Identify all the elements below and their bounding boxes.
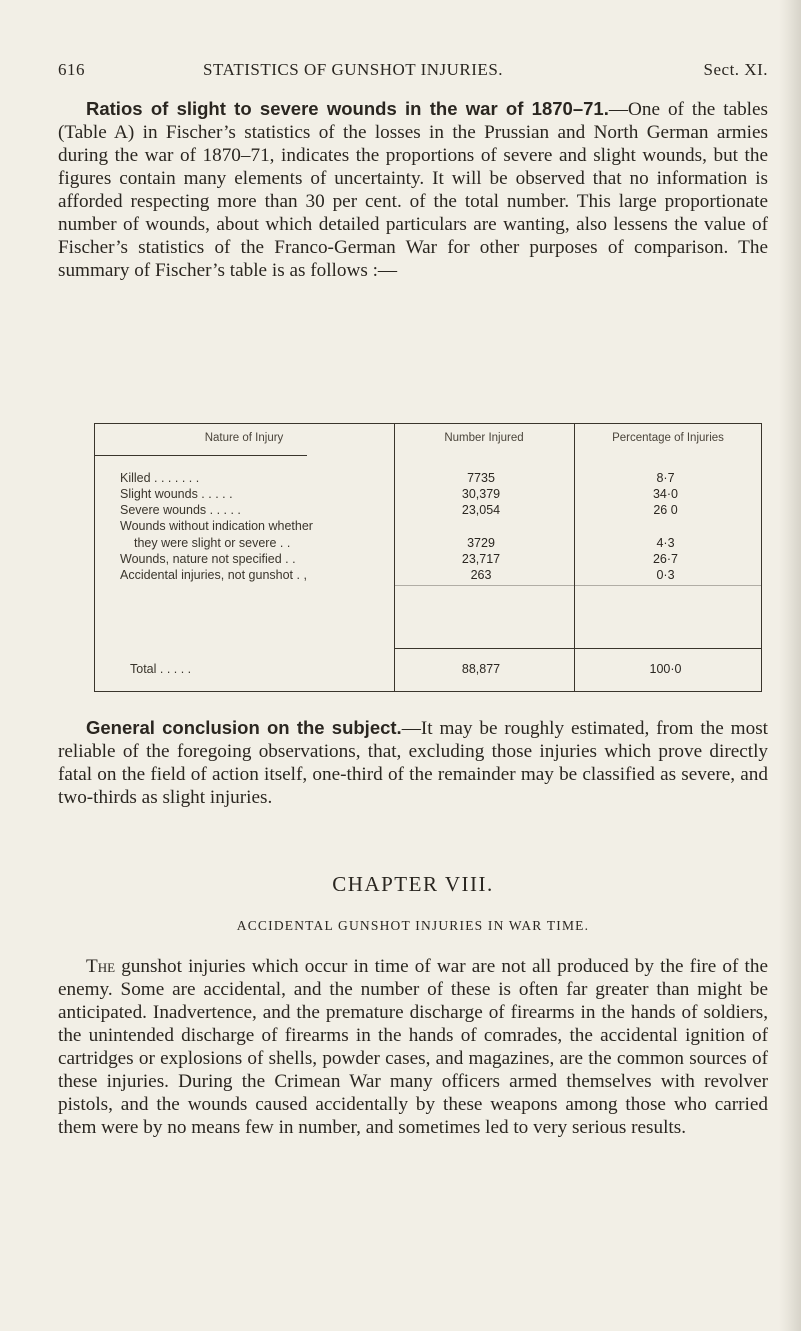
header-nature: Nature of Injury bbox=[204, 432, 284, 444]
row-percent: 0·3 bbox=[656, 568, 675, 582]
row-label: Wounds, nature not specified . . bbox=[120, 552, 296, 566]
row-percent: 26·7 bbox=[652, 552, 679, 566]
row-label: they were slight or severe . . bbox=[134, 536, 291, 550]
paragraph-body: gunshot injuries which occur in time of war are not all produced by the fire of the enemy. Some are accidental, and the number of these is often far greater than might be anticipated. Inadvertence, and the premature discharge of firearms in the hands of soldiers, the unintended discharge of firearms in the hands of comrades, the accidental ignition of cartridges or explosions of shells, powder cases, and magazines, are the common sources of these injuries. During the Crimean War many officers armed themselves with revolver pistols, and the wounds caused accidentally by these weapons among those who carried them were by no means few in number, and sometimes led to very serious results. bbox=[58, 956, 768, 1138]
paragraph-body: —One of the tables (Table A) in Fischer’s statistics of the losses in the Prussian and North German armies during the war of 1870–71, indicates the proportions of severe and slight wounds, but the figures contain many elements of uncertainty. It will be observed that no information is afforded respecting more than 30 per cent. of the total number. This large proportionate number of wounds, about which detailed particulars are wanting, also lessens the value of Fischer’s statistics of the Franco-German War for other purposes of comparison. The summary of Fischer’s table is as follows :— bbox=[58, 99, 768, 281]
row-percent: 4·3 bbox=[656, 536, 675, 550]
chapter-subtitle: ACCIDENTAL GUNSHOT INJURIES IN WAR TIME. bbox=[236, 918, 590, 933]
paragraph-conclusion bbox=[58, 716, 768, 809]
paragraph-heading: Ratios of slight to severe wounds in the war of 1870–71. bbox=[86, 98, 609, 119]
header-number: Number Injured bbox=[444, 432, 524, 444]
row-label: Severe wounds . . . . . bbox=[120, 503, 241, 517]
row-number: 263 bbox=[470, 568, 492, 582]
table-bottom-rule bbox=[94, 691, 762, 692]
total-number: 88,877 bbox=[461, 662, 501, 676]
table-mid-rule bbox=[394, 585, 762, 586]
section-label: Sect. XI. bbox=[703, 60, 768, 79]
column-divider-1 bbox=[394, 423, 395, 692]
header-underline-1 bbox=[94, 455, 307, 456]
row-label: Killed . . . . . . . bbox=[120, 471, 200, 485]
total-rule bbox=[394, 648, 762, 649]
first-word: The bbox=[86, 956, 116, 977]
table-left-border bbox=[94, 423, 95, 692]
header-percentage: Percentage of Injuries bbox=[612, 432, 724, 444]
row-number: 7735 bbox=[467, 471, 495, 485]
paragraph-ratios bbox=[58, 97, 768, 282]
total-percent: 100·0 bbox=[649, 662, 682, 676]
running-head bbox=[58, 60, 768, 84]
row-label: Accidental injuries, not gunshot . , bbox=[120, 568, 307, 582]
row-percent: 34·0 bbox=[652, 487, 679, 501]
row-number: 23,717 bbox=[461, 552, 501, 566]
column-divider-2 bbox=[574, 423, 575, 692]
row-percent: 26 0 bbox=[653, 503, 678, 517]
row-label-line1: Wounds without indication whether bbox=[120, 519, 313, 533]
injury-table bbox=[94, 423, 762, 692]
page-number: 616 bbox=[58, 60, 85, 79]
row-number: 30,379 bbox=[461, 487, 501, 501]
row-label: Slight wounds . . . . . bbox=[120, 487, 233, 501]
table-top-rule bbox=[94, 423, 762, 424]
row-percent: 8·7 bbox=[656, 471, 675, 485]
paragraph-heading: General conclusion on the subject. bbox=[86, 717, 402, 738]
total-label: Total . . . . . bbox=[130, 662, 192, 676]
row-number: 23,054 bbox=[461, 503, 501, 517]
page-edge-shadow bbox=[779, 0, 801, 1331]
table-right-border bbox=[761, 423, 762, 692]
paragraph-accidental bbox=[58, 955, 768, 1139]
running-title: STATISTICS OF GUNSHOT INJURIES. bbox=[203, 60, 504, 79]
chapter-title: CHAPTER VIII. bbox=[332, 872, 494, 896]
row-number: 3729 bbox=[467, 536, 495, 550]
paragraph-body: —It may be roughly estimated, from the most reliable of the foregoing observations, that, excluding those injuries which prove directly fatal on the field of action itself, one-third of the remainder may be classified as severe, and two-thirds as slight injuries. bbox=[58, 718, 768, 808]
